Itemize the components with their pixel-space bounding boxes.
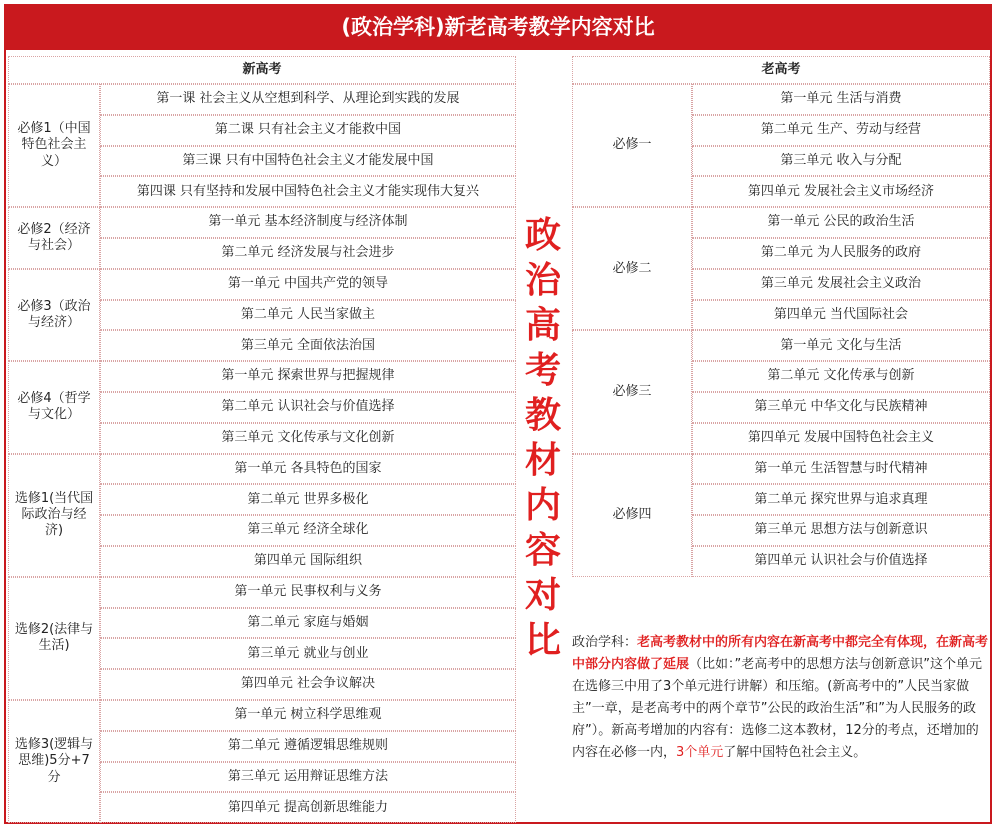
new-unit-cell: 第四单元 国际组织 [100,546,516,577]
new-unit-cell: 第二课 只有社会主义才能救中国 [100,115,516,146]
old-unit-cell: 第一单元 生活与消费 [692,84,990,115]
new-unit-cell: 第四单元 提高创新思维能力 [100,792,516,823]
vertical-title-char: 教 [524,394,561,436]
note-highlight-2: 3个单元 [676,745,724,760]
page-title: (政治学科)新老高考教学内容对比 [4,4,992,50]
old-unit-cell: 第三单元 发展社会主义政治 [692,269,990,300]
vertical-title-char: 比 [524,619,561,661]
old-unit-cell: 第二单元 探究世界与追求真理 [692,484,990,515]
new-unit-cell: 第三单元 经济全球化 [100,515,516,546]
new-unit-cell: 第四单元 社会争议解决 [100,669,516,700]
new-unit-cell: 第二单元 人民当家做主 [100,300,516,331]
old-unit-cell: 第三单元 中华文化与民族精神 [692,392,990,423]
vertical-title-char: 高 [524,304,561,346]
new-unit-cell: 第三单元 运用辩证思维方法 [100,762,516,793]
old-header: 老高考 [572,56,990,84]
new-unit-cell: 第二单元 遵循逻辑思维规则 [100,731,516,762]
new-unit-cell: 第二单元 家庭与婚姻 [100,608,516,639]
note-body-1: （比如：”老高考中的思想方法与创新意识”这个单元在选修三中用了3个单元进行讲解）和压缩。(新高考中的”人民当家做主”一章，是老高考中的两个章节”公民的政治生活”和”为人民服务的政府”）。新高考增加的内容有：选修二这本教材，12分的考点，还增加的内容在必修一内， [572,657,982,760]
new-unit-cell: 第一单元 中国共产党的领导 [100,269,516,300]
note-highlight: 老高考教材中的所有内容在新高考中都完全有体现，在新高考中部分内容做了延展 [572,635,989,672]
new-unit-cell: 第二单元 认识社会与价值选择 [100,392,516,423]
new-unit-cell: 第二单元 经济发展与社会进步 [100,238,516,269]
vertical-title-char: 政 [524,214,561,256]
old-unit-cell: 第四单元 发展中国特色社会主义 [692,423,990,454]
new-group-label: 必修3（政治与经济） [8,269,100,361]
new-group-label: 必修2（经济与社会） [8,207,100,269]
vertical-title-char: 容 [524,529,561,571]
old-unit-cell: 第二单元 生产、劳动与经营 [692,115,990,146]
old-unit-cell: 第一单元 生活智慧与时代精神 [692,454,990,485]
old-unit-cell: 第一单元 文化与生活 [692,330,990,361]
new-unit-cell: 第三单元 文化传承与文化创新 [100,423,516,454]
vertical-title-char: 对 [524,574,561,616]
new-group-label: 选修1(当代国际政治与经济) [8,454,100,577]
new-group-label: 选修3(逻辑与思维)5分+7分 [8,700,100,823]
new-unit-cell: 第一课 社会主义从空想到科学、从理论到实践的发展 [100,84,516,115]
old-group-label: 必修三 [572,330,692,453]
old-unit-cell: 第三单元 收入与分配 [692,146,990,177]
note-prefix: 政治学科： [572,635,638,650]
old-unit-cell: 第二单元 文化传承与创新 [692,361,990,392]
new-unit-cell: 第三单元 全面依法治国 [100,330,516,361]
old-unit-cell: 第四单元 当代国际社会 [692,300,990,331]
new-unit-cell: 第一单元 各具特色的国家 [100,454,516,485]
vertical-title [516,56,570,820]
new-unit-cell: 第一单元 树立科学思维观 [100,700,516,731]
new-unit-cell: 第一单元 民事权利与义务 [100,577,516,608]
new-unit-cell: 第一单元 基本经济制度与经济体制 [100,207,516,238]
old-group-label: 必修四 [572,454,692,577]
old-group-label: 必修二 [572,207,692,330]
old-unit-cell: 第四单元 发展社会主义市场经济 [692,176,990,207]
new-header: 新高考 [8,56,516,84]
vertical-title-char: 材 [524,439,561,481]
new-unit-cell: 第二单元 世界多极化 [100,484,516,515]
new-unit-cell: 第三单元 就业与创业 [100,638,516,669]
vertical-title-char: 内 [524,484,561,526]
new-group-label: 必修1（中国特色社会主义） [8,84,100,207]
note-body-2: 了解中国特色社会主义。 [723,745,867,760]
old-group-label: 必修一 [572,84,692,207]
old-unit-cell: 第四单元 认识社会与价值选择 [692,546,990,577]
vertical-title-char: 考 [524,349,561,391]
new-unit-cell: 第三课 只有中国特色社会主义才能发展中国 [100,146,516,177]
new-unit-cell: 第一单元 探索世界与把握规律 [100,361,516,392]
old-unit-cell: 第三单元 思想方法与创新意识 [692,515,990,546]
old-unit-cell: 第一单元 公民的政治生活 [692,207,990,238]
summary-note [572,632,990,764]
old-unit-cell: 第二单元 为人民服务的政府 [692,238,990,269]
new-unit-cell: 第四课 只有坚持和发展中国特色社会主义才能实现伟大复兴 [100,176,516,207]
vertical-title-char: 治 [524,259,561,301]
new-group-label: 必修4（哲学与文化） [8,361,100,453]
new-group-label: 选修2(法律与生活) [8,577,100,700]
